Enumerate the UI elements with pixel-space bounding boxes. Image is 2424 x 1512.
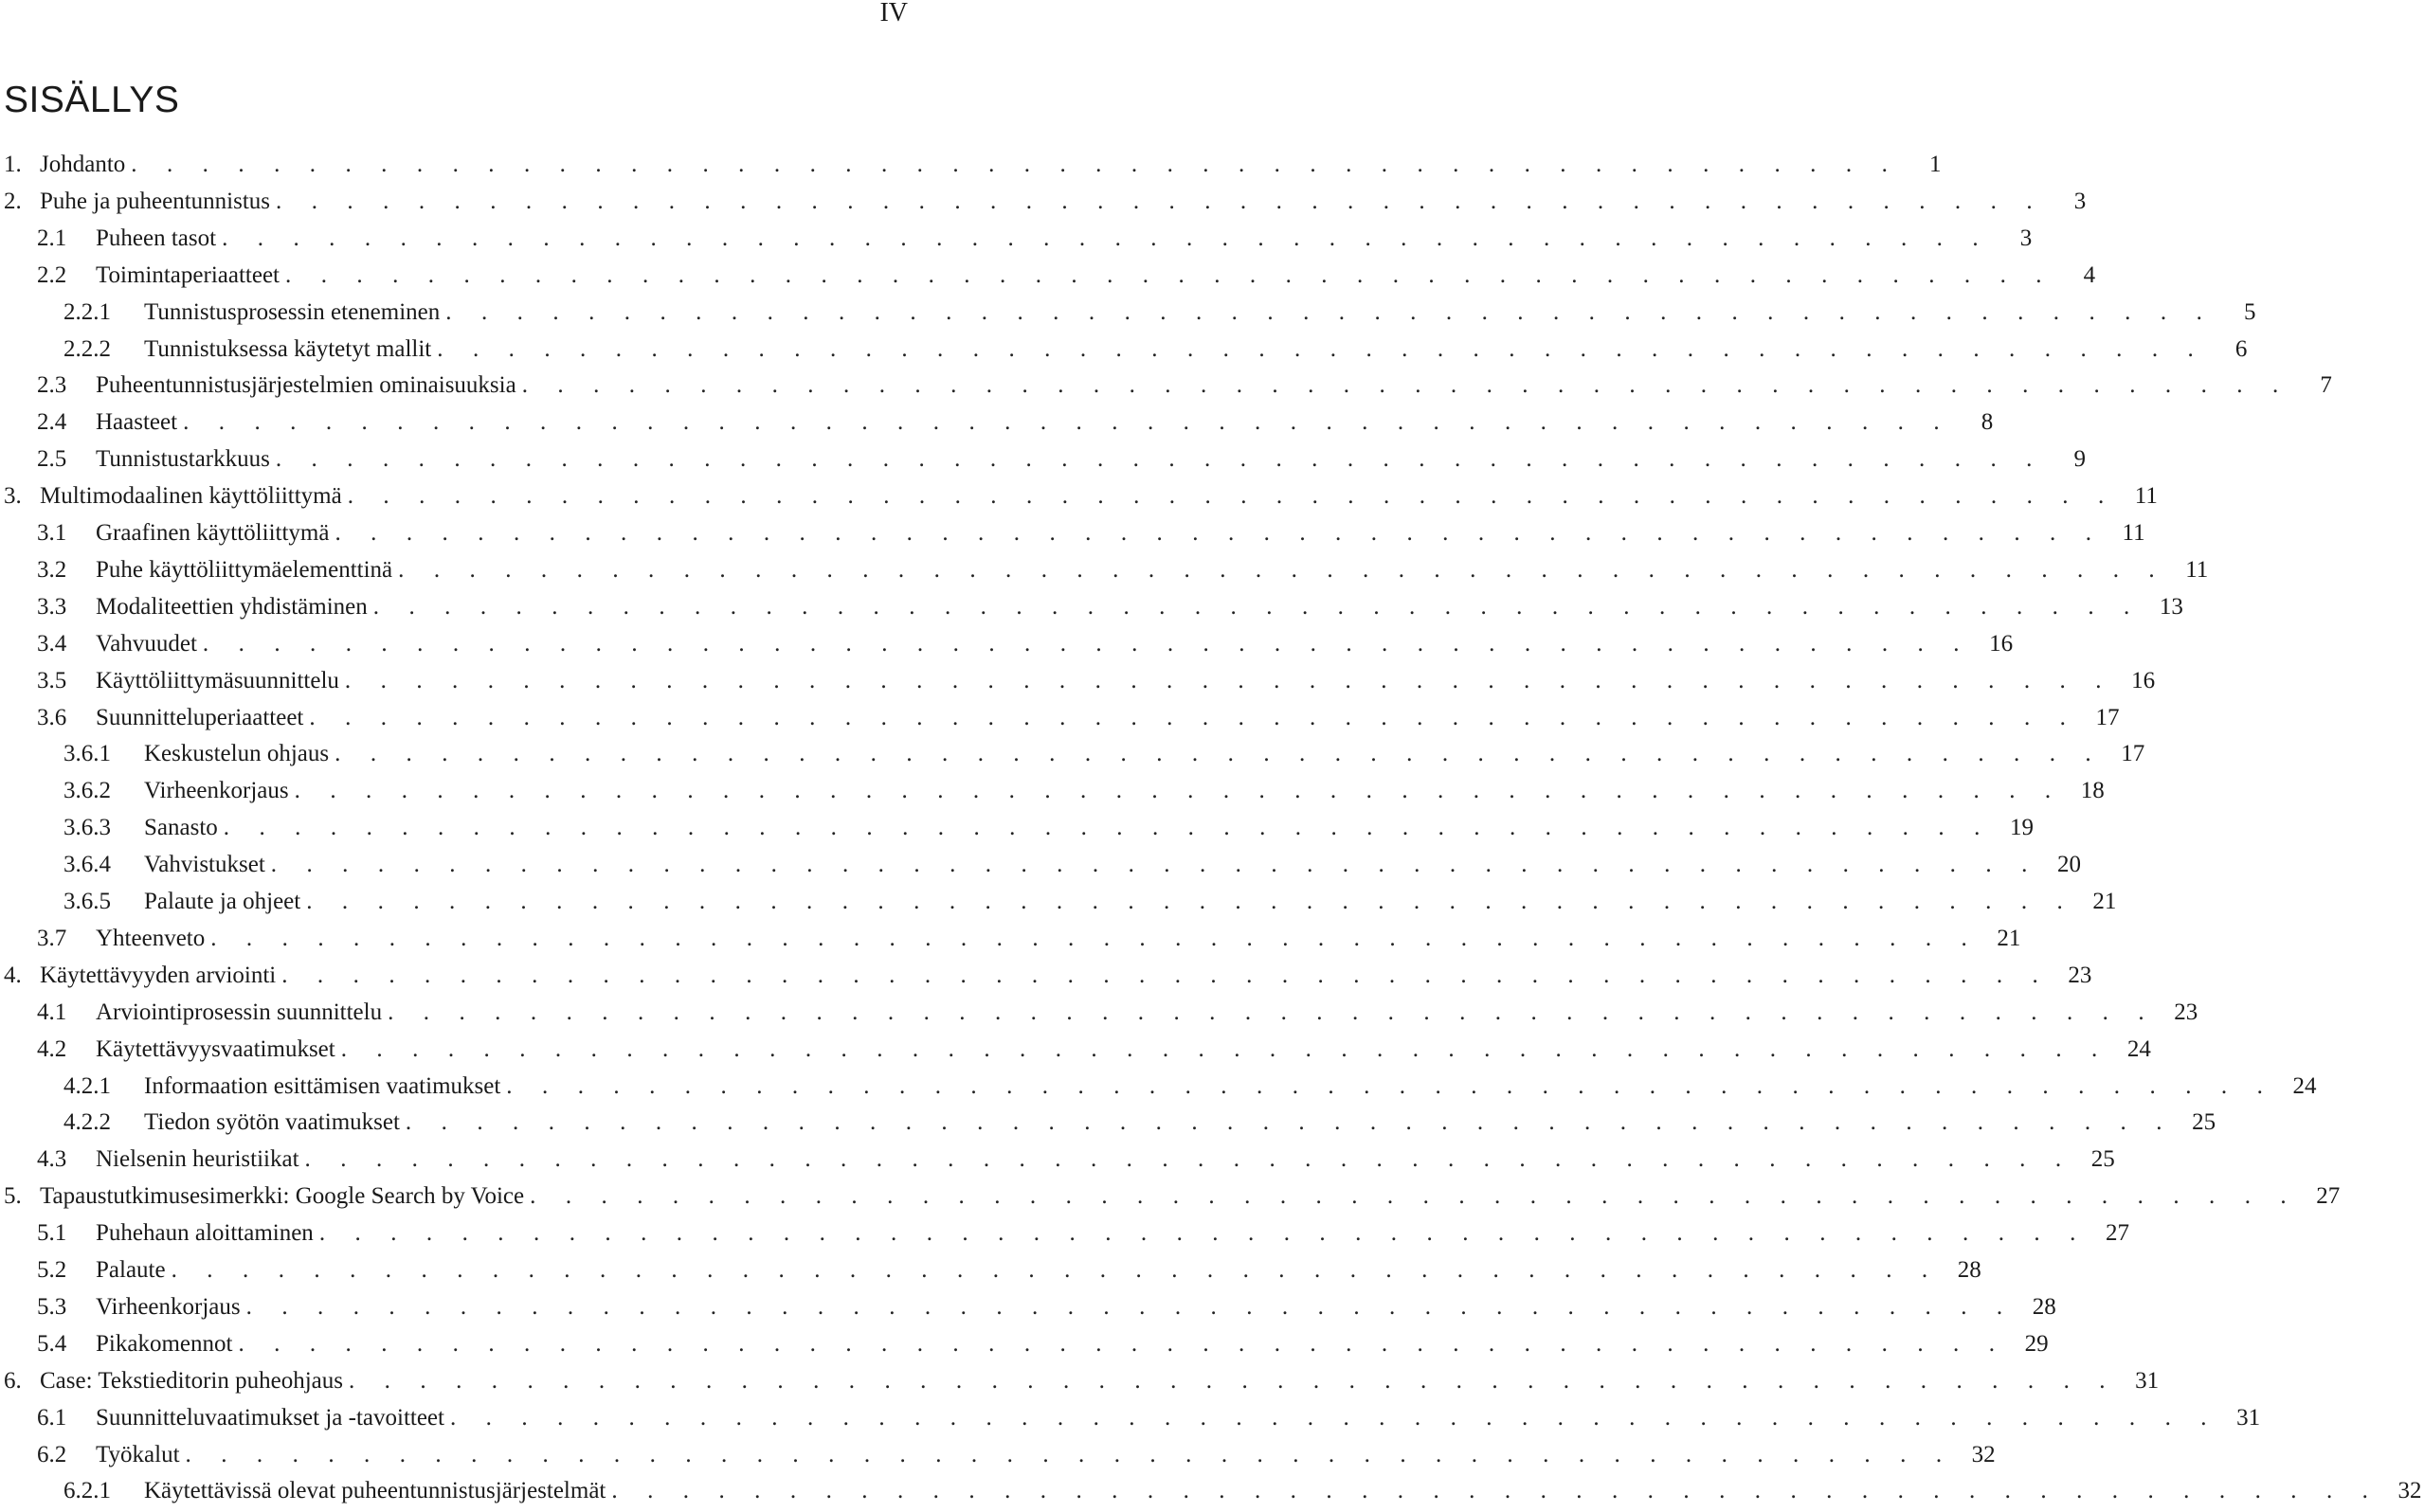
- dot-leader: . . . . . . . . . . . . . . . . . . . . . . . . . . . . . . . . . . . . . . . . . . . . . . . . . .: [304, 1146, 2073, 1173]
- toc-entry-number: 3.5: [37, 667, 67, 693]
- toc-entry-page: 20: [2056, 852, 2081, 878]
- toc-entry-number: 3.6.1: [63, 741, 111, 767]
- toc-entry-label: Käytettävyysvaatimukset: [96, 1035, 335, 1062]
- toc-entry-number: 5.3: [37, 1293, 67, 1320]
- dot-leader: . . . . . . . . . . . . . . . . . . . . . . . . . . . . . . . . . . . . . . . . . . . . . . . . . .: [270, 852, 2039, 878]
- toc-entry-number: 2.1: [37, 225, 67, 251]
- toc-entry-label: Haasteet: [96, 409, 178, 436]
- dot-leader: . . . . . . . . . . . . . . . . . . . . . . . . . . . . . . . . . . . . . . . . . . . . . . . . . .: [530, 1183, 2299, 1210]
- toc-entry-label: Sanasto: [144, 815, 218, 841]
- dot-leader: . . . . . . . . . . . . . . . . . . . . . . . . . . . . . . . . . . . . . . . . . . . . . . . . . .: [275, 446, 2044, 473]
- toc-entry-page: 19: [2009, 815, 2034, 841]
- toc-entry-label: Toimintaperiaatteet: [96, 261, 280, 288]
- toc-entry-page: 23: [2174, 999, 2198, 1025]
- toc-entry-page: 32: [2397, 1478, 2422, 1504]
- dot-leader: . . . . . . . . . . . . . . . . . . . . . . . . . . . . . . . . . . . . . . . . . . . . . . . . . .: [445, 298, 2215, 325]
- toc-entry-number: 3.3: [37, 593, 67, 620]
- toc-entry-number: 6.2: [37, 1441, 67, 1467]
- toc-entry-page: 31: [2135, 1367, 2160, 1394]
- toc-entry-number: 2.5: [37, 446, 67, 473]
- toc-entry-label: Graafinen käyttöliittymä: [96, 520, 330, 546]
- toc-entry-number: 4.: [4, 962, 22, 988]
- dot-leader: . . . . . . . . . . . . . . . . . . . . . . . . . . . . . . . . . . . . . . . . . . . . . . . . . .: [449, 1404, 2219, 1431]
- toc-entry-number: 3.1: [37, 520, 67, 546]
- toc-entry-label: Yhteenveto: [96, 925, 206, 951]
- toc-entry-label: Modaliteettien yhdistäminen: [96, 593, 368, 620]
- toc-entry-page: 16: [1989, 630, 2014, 657]
- toc-entry[interactable]: [0, 221, 2033, 257]
- toc-entry-number: 5.1: [37, 1220, 67, 1247]
- toc-entry-page: 1: [1928, 152, 1942, 177]
- dot-leader: . . . . . . . . . . . . . . . . . . . . . . . . . . . . . . . . . . . . . . . . . . . . . . . . . .: [285, 261, 2054, 288]
- toc-entry-page: 25: [2090, 1146, 2115, 1173]
- toc-entry-label: Virheenkorjaus: [144, 778, 289, 804]
- toc-entry-page: 28: [2032, 1293, 2056, 1320]
- dot-leader: . . . . . . . . . . . . . . . . . . . . . . . . . . . . . . . . . . . . . . . . . . . . . . . . . .: [245, 1293, 2015, 1320]
- toc-entry-number: 3.4: [37, 630, 67, 657]
- toc-entry-label: Tunnistustarkkuus: [96, 446, 270, 473]
- toc-entry-page: 27: [2105, 1220, 2129, 1247]
- dot-leader: . . . . . . . . . . . . . . . . . . . . . . . . . . . . . . . . . . . . . . . . . . . . . . . . . .: [171, 1257, 1940, 1283]
- toc-entry-page: 23: [2068, 962, 2092, 988]
- toc-entry-page: 21: [1997, 925, 2021, 951]
- toc-entry-page: 7: [2320, 372, 2332, 399]
- toc-entry-number: 2.3: [37, 372, 67, 399]
- toc-entry-label: Johdanto: [40, 152, 126, 177]
- toc-entry[interactable]: [0, 258, 2096, 294]
- toc-entry[interactable]: [0, 995, 2198, 1031]
- toc-entry-page: 17: [2095, 704, 2120, 730]
- toc-entry[interactable]: [0, 552, 2209, 588]
- toc-entry-page: 29: [2024, 1330, 2049, 1357]
- toc-entry-label: Suunnitteluvaatimukset ja -tavoitteet: [96, 1404, 444, 1431]
- toc-entry-number: 3.7: [37, 925, 67, 951]
- toc-entry-label: Käytettävissä olevat puheentunnistusjärjestelmät: [144, 1478, 606, 1504]
- toc-entry-page: 8: [1981, 409, 1994, 436]
- toc-entry-number: 2.2.2: [63, 335, 111, 362]
- toc-entry[interactable]: [0, 810, 2034, 846]
- toc-entry[interactable]: [0, 1437, 1996, 1473]
- toc-entry[interactable]: [0, 405, 1994, 441]
- toc-entry-page: 31: [2236, 1404, 2261, 1431]
- toc-entry-label: Työkalut: [96, 1441, 180, 1467]
- toc-entry[interactable]: [0, 1363, 2160, 1399]
- toc-entry[interactable]: [0, 478, 2158, 514]
- toc-entry[interactable]: [0, 847, 2081, 883]
- toc-entry-number: 1.: [4, 152, 22, 177]
- toc-entry-number: 2.2.1: [63, 298, 111, 325]
- toc-entry-label: Informaation esittämisen vaatimukset: [144, 1072, 501, 1099]
- toc-entry-page: 13: [2159, 593, 2183, 620]
- dot-leader: . . . . . . . . . . . . . . . . . . . . . . . . . . . . . . . . . . . . . . . . . . . . . . . . . .: [202, 630, 1972, 657]
- toc-entry[interactable]: [0, 736, 2145, 772]
- toc-entry[interactable]: [0, 1142, 2115, 1178]
- toc-entry[interactable]: [0, 1400, 2261, 1436]
- toc-entry-label: Arviointiprosessin suunnittelu: [96, 999, 383, 1025]
- toc-entry-label: Vahvuudet: [96, 630, 197, 657]
- dot-leader: . . . . . . . . . . . . . . . . . . . . . . . . . . . . . . . . . . . . . . . . . . . . . . . . . .: [344, 667, 2114, 693]
- toc-entry-number: 3.6: [37, 704, 67, 730]
- toc-entry-label: Puhe käyttöliittymäelementtinä: [96, 556, 393, 583]
- toc-entry-number: 4.1: [37, 999, 67, 1025]
- toc-entry-page: 11: [2134, 483, 2158, 510]
- toc-entry-label: Suunnitteluperiaatteet: [96, 704, 304, 730]
- dot-leader: . . . . . . . . . . . . . . . . . . . . . . . . . . . . . . . . . . . . . . . . . . . . . . . . . .: [506, 1072, 2275, 1099]
- toc-entry-page: 21: [2092, 889, 2117, 914]
- dot-leader: . . . . . . . . . . . . . . . . . . . . . . . . . . . . . . . . . . . . . . . . . . . . . . . . . .: [294, 778, 2063, 804]
- toc-entry[interactable]: [0, 1252, 1981, 1288]
- toc-entry[interactable]: [0, 589, 2183, 625]
- dot-leader: . . . . . . . . . . . . . . . . . . . . . . . . . . . . . . . . . . . . . . . . . . . . . . . . . .: [437, 335, 2206, 362]
- toc-entry-label: Case: Tekstieditorin puheohjaus: [40, 1367, 343, 1394]
- dot-leader: . . . . . . . . . . . . . . . . . . . . . . . . . . . . . . . . . . . . . . . . . . . . . . . . . .: [347, 483, 2116, 510]
- toc-entry[interactable]: [0, 626, 2014, 662]
- toc-entry-label: Puheen tasot: [96, 225, 217, 251]
- toc-entry-label: Käyttöliittymäsuunnittelu: [96, 667, 339, 693]
- toc-entry-page: 32: [1971, 1441, 1996, 1467]
- dot-leader: . . . . . . . . . . . . . . . . . . . . . . . . . . . . . . . . . . . . . . . . . . . . . . . . . .: [372, 593, 2142, 620]
- page-number: IV: [879, 0, 908, 27]
- dot-leader: . . . . . . . . . . . . . . . . . . . . . . . . . . . . . . . . . . . . . . . . . . . . . . . . . .: [210, 925, 1980, 951]
- toc-entry-label: Käytettävyyden arviointi: [40, 962, 277, 988]
- toc-entry-label: Tunnistusprosessin eteneminen: [144, 298, 441, 325]
- dot-leader: . . . . . . . . . . . . . . . . . . . . . . . . . . . . . . . . . . . . . . . . . . . . . . . . . .: [611, 1478, 2380, 1504]
- dot-leader: . . . . . . . . . . . . . . . . . . . . . . . . . . . . . . . . . . . . . . . . . . . . . . . . . .: [183, 409, 1952, 436]
- toc-entry-number: 3.: [4, 483, 22, 510]
- toc-entry[interactable]: [0, 368, 2332, 404]
- dot-leader: . . . . . . . . . . . . . . . . . . . . . . . . . . . . . . . . . . . . . . . . . . . . . . . . . .: [306, 889, 2075, 914]
- toc-entry-number: 4.2.2: [63, 1109, 111, 1136]
- toc-entry-page: 11: [2185, 556, 2209, 583]
- toc-entry[interactable]: [0, 958, 2092, 994]
- dot-leader: . . . . . . . . . . . . . . . . . . . . . . . . . . . . . . . . . . . . . . . . . . . . . . . . . .: [398, 556, 2167, 583]
- toc-entry-page: 4: [2083, 261, 2096, 288]
- toc-entry-page: 17: [2121, 741, 2145, 767]
- toc-entry-page: 28: [1957, 1257, 1981, 1283]
- toc-entry[interactable]: [0, 663, 2156, 699]
- toc-entry-page: 27: [2316, 1183, 2341, 1210]
- toc-entry-number: 4.2.1: [63, 1072, 111, 1099]
- toc-entry[interactable]: [0, 1105, 2216, 1141]
- toc-entry-number: 4.3: [37, 1146, 67, 1173]
- toc-entry[interactable]: [0, 441, 2086, 477]
- toc-entry-label: Virheenkorjaus: [96, 1293, 241, 1320]
- toc-entry-label: Puhehaun aloittaminen: [96, 1220, 314, 1247]
- toc-entry-label: Palaute ja ohjeet: [144, 889, 301, 914]
- toc-entry-number: 3.6.4: [63, 852, 111, 878]
- dot-leader: . . . . . . . . . . . . . . . . . . . . . . . . . . . . . . . . . . . . . . . . . . . . . . . . . .: [335, 520, 2104, 546]
- dot-leader: . . . . . . . . . . . . . . . . . . . . . . . . . . . . . . . . . . . . . . . . . . . . . . . . . .: [185, 1441, 1954, 1467]
- dot-leader: . . . . . . . . . . . . . . . . . . . . . . . . . . . . . . . . . . . . . . . . . . . . . . . . . .: [309, 704, 2078, 730]
- toc-entry[interactable]: [0, 332, 2248, 368]
- toc-entry-number: 3.6.5: [63, 889, 111, 914]
- dot-leader: . . . . . . . . . . . . . . . . . . . . . . . . . . . . . . . . . . . . . . . . . . . . . . . . . .: [222, 225, 1991, 251]
- toc-entry-page: 6: [2234, 335, 2248, 362]
- toc-entry[interactable]: [0, 773, 2105, 809]
- toc-entry-number: 5.2: [37, 1257, 67, 1283]
- toc-entry[interactable]: [0, 515, 2145, 551]
- dot-leader: . . . . . . . . . . . . . . . . . . . . . . . . . . . . . . . . . . . . . . . . . . . . . . . . . .: [131, 152, 1900, 177]
- toc-entry-number: 3.6.3: [63, 815, 111, 841]
- toc-entry-number: 3.6.2: [63, 778, 111, 804]
- toc-entry-page: 16: [2131, 667, 2156, 693]
- toc-entry-number: 6.2.1: [63, 1478, 111, 1504]
- toc-entry-page: 3: [2073, 188, 2087, 214]
- toc-entry-page: 25: [2192, 1109, 2216, 1136]
- toc-entry-number: 5.4: [37, 1330, 67, 1357]
- dot-leader: . . . . . . . . . . . . . . . . . . . . . . . . . . . . . . . . . . . . . . . . . . . . . . . . . .: [281, 962, 2051, 988]
- toc-entry[interactable]: [0, 1179, 2341, 1215]
- toc-entry-number: 6.: [4, 1367, 22, 1394]
- toc-entry-page: 24: [2292, 1072, 2317, 1099]
- toc-entry-page: 18: [2080, 778, 2105, 804]
- toc-entry-page: 9: [2073, 446, 2086, 473]
- toc-entry[interactable]: [0, 1215, 2129, 1251]
- toc-entry[interactable]: [0, 295, 2256, 331]
- dot-leader: . . . . . . . . . . . . . . . . . . . . . . . . . . . . . . . . . . . . . . . . . . . . . . . . . .: [521, 372, 2290, 399]
- dot-leader: . . . . . . . . . . . . . . . . . . . . . . . . . . . . . . . . . . . . . . . . . . . . . . . . . .: [348, 1367, 2118, 1394]
- toc-entry-number: 3.2: [37, 556, 67, 583]
- toc-entry[interactable]: [0, 700, 2120, 736]
- toc-entry-number: 2.2: [37, 261, 67, 288]
- toc-entry-label: Tiedon syötön vaatimukset: [144, 1109, 400, 1136]
- dot-leader: . . . . . . . . . . . . . . . . . . . . . . . . . . . . . . . . . . . . . . . . . . . . . . . . . .: [238, 1330, 2007, 1357]
- dot-leader: . . . . . . . . . . . . . . . . . . . . . . . . . . . . . . . . . . . . . . . . . . . . . . . . . .: [335, 741, 2104, 767]
- toc-entry-label: Tapaustutkimusesimerkki: Google Search by Voice: [40, 1183, 525, 1210]
- toc-entry[interactable]: [0, 884, 2117, 920]
- toc-entry[interactable]: [0, 1473, 2422, 1509]
- toc-entry[interactable]: [0, 1069, 2317, 1105]
- toc-entry-number: 2.4: [37, 409, 67, 436]
- dot-leader: . . . . . . . . . . . . . . . . . . . . . . . . . . . . . . . . . . . . . . . . . . . . . . . . . .: [276, 188, 2045, 214]
- toc-entry-page: 3: [2019, 225, 2033, 251]
- toc-entry-page: 11: [2122, 520, 2145, 546]
- toc-entry-label: Palaute: [96, 1257, 166, 1283]
- dot-leader: . . . . . . . . . . . . . . . . . . . . . . . . . . . . . . . . . . . . . . . . . . . . . . . . . .: [318, 1220, 2088, 1247]
- toc-entry-label: Puhe ja puheentunnistus: [40, 188, 271, 214]
- toc-entry-number: 6.1: [37, 1404, 67, 1431]
- toc-entry-number: 2.: [4, 188, 22, 214]
- toc-entry[interactable]: [0, 1032, 2151, 1068]
- toc-entry[interactable]: [0, 147, 1942, 183]
- toc-entry[interactable]: [0, 1326, 2049, 1362]
- toc-entry-label: Keskustelun ohjaus: [144, 741, 330, 767]
- toc-entry-label: Vahvistukset: [144, 852, 265, 878]
- toc-entry-label: Puheentunnistusjärjestelmien ominaisuuksia: [96, 372, 516, 399]
- toc-entry-page: 24: [2126, 1035, 2151, 1062]
- toc-entry[interactable]: [0, 1289, 2056, 1325]
- toc-entry-label: Pikakomennot: [96, 1330, 233, 1357]
- toc-entry-label: Tunnistuksessa käytetyt mallit: [144, 335, 432, 362]
- toc-entry[interactable]: [0, 921, 2021, 957]
- toc-entry-number: 4.2: [37, 1035, 67, 1062]
- toc-entry-label: Nielsenin heuristiikat: [96, 1146, 299, 1173]
- dot-leader: . . . . . . . . . . . . . . . . . . . . . . . . . . . . . . . . . . . . . . . . . . . . . . . . . .: [405, 1109, 2175, 1136]
- dot-leader: . . . . . . . . . . . . . . . . . . . . . . . . . . . . . . . . . . . . . . . . . . . . . . . . . .: [340, 1035, 2109, 1062]
- toc-entry[interactable]: [0, 184, 2087, 220]
- toc-entry-label: Multimodaalinen käyttöliittymä: [40, 483, 342, 510]
- page-title: SISÄLLYS: [4, 80, 180, 120]
- dot-leader: . . . . . . . . . . . . . . . . . . . . . . . . . . . . . . . . . . . . . . . . . . . . . . . . . .: [388, 999, 2157, 1025]
- toc-entry-page: 5: [2243, 298, 2256, 325]
- dot-leader: . . . . . . . . . . . . . . . . . . . . . . . . . . . . . . . . . . . . . . . . . . . . . . . . . .: [223, 815, 1992, 841]
- toc-entry-number: 5.: [4, 1183, 22, 1210]
